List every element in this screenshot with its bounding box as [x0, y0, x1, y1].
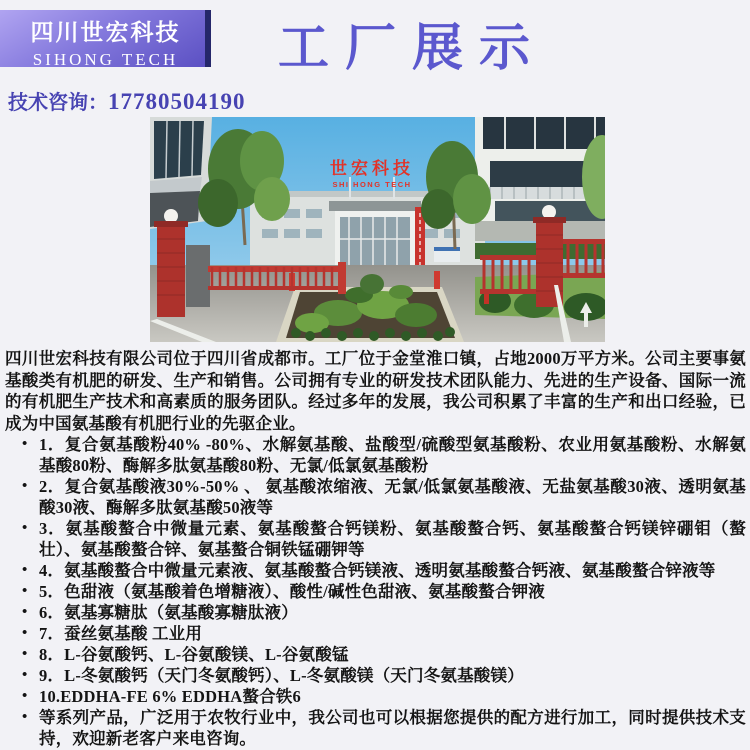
- product-list-item: [5, 581, 746, 602]
- contact-label: 技术咨询：: [8, 92, 108, 114]
- product-item-text: 5．色甜液（氨基酸着色增糖液）、酸性/碱性色甜液、氨基酸螯合钾液: [39, 582, 545, 601]
- product-list-item: [5, 434, 746, 476]
- product-item-text: 1．复合氨基酸粉40% -80%、水解氨基酸、盐酸型/硫酸型氨基酸粉、农业用氨基酸粉、水解氨基酸80粉、酶解多肽氨基酸80粉、无氯/低氯氨基酸粉: [39, 435, 746, 475]
- brand-name-en: SIHONG TECH: [32, 50, 179, 69]
- bullet-glyph: •: [22, 562, 28, 578]
- sign-text-cn: 世宏科技: [330, 159, 414, 178]
- product-item-text: 7．蚕丝氨基酸 工业用: [39, 624, 203, 643]
- product-list: [5, 434, 746, 749]
- bullet-glyph: •: [22, 667, 28, 683]
- product-list-item: [5, 518, 746, 560]
- brand-name-cn: 四川世宏科技: [30, 19, 181, 45]
- bullet-glyph: •: [22, 688, 28, 704]
- product-list-item: [5, 476, 746, 518]
- product-item-text: 等系列产品，广泛用于农牧行业中，我公司也可以根据您提供的配方进行加工，同时提供技术支持，欢迎新老客户来电咨询。: [39, 708, 746, 748]
- product-item-text: 6．氨基寡糖肽（氨基酸寡糖肽液）: [39, 603, 298, 622]
- bullet-glyph: •: [22, 604, 28, 620]
- product-list-item: [5, 623, 746, 644]
- sign-text-en: SHI HONG TECH: [332, 180, 412, 189]
- brand-logo-box: [0, 10, 211, 67]
- product-item-text: 8．L-谷氨酸钙、L-谷氨酸镁、L-谷氨酸锰: [39, 645, 349, 664]
- contact-phone-number: 17780504190: [108, 89, 246, 114]
- page-title: 工厂展示: [277, 19, 546, 76]
- contact-line: [8, 86, 246, 115]
- bullet-glyph: •: [22, 520, 28, 536]
- product-item-text: 2．复合氨基酸液30%-50% 、 氨基酸浓缩液、无氯/低氯氨基酸液、无盐氨基酸30液、透明氨基酸30液、酶解多肽氨基酸50液等: [39, 477, 746, 517]
- bullet-glyph: •: [22, 436, 28, 452]
- product-item-text: 3．氨基酸螯合中微量元素、氨基酸螯合钙镁粉、氨基酸螯合钙、氨基酸螯合钙镁锌硼钼（螯壮）、氨基酸螯合锌、氨基螯合铜铁锰硼钾等: [39, 519, 746, 559]
- product-item-text: 10.EDDHA-FE 6% EDDHA螯合铁6: [39, 687, 301, 706]
- product-list-item: [5, 644, 746, 665]
- product-list-item: [5, 665, 746, 686]
- bullet-glyph: •: [22, 709, 28, 725]
- product-list-item: [5, 686, 746, 707]
- bullet-glyph: •: [22, 625, 28, 641]
- bullet-glyph: •: [22, 646, 28, 662]
- factory-entrance-photo: [150, 117, 605, 342]
- company-intro-paragraph: 四川世宏科技有限公司位于四川省成都市。工厂位于金堂淮口镇，占地2000万平方米。公司主要事氨基酸类有机肥的研发、生产和销售。公司拥有专业的研发技术团队能力、先进的生产设备、国际一流的有机肥生产技术和高素质的服务团队。经过多年的发展，我公司积累了丰富的生产和出口经验，已成为中国氨基酸有机肥行业的先驱企业。: [5, 349, 746, 433]
- bullet-glyph: •: [22, 478, 28, 494]
- product-list-item: [5, 707, 746, 749]
- product-item-text: 4．氨基酸螯合中微量元素液、氨基酸螯合钙镁液、透明氨基酸螯合钙液、氨基酸螯合锌液等: [39, 561, 716, 580]
- product-list-item: [5, 560, 746, 581]
- notice-boards: [434, 247, 460, 262]
- product-item-text: 9．L-冬氨酸钙（天门冬氨酸钙）、L-冬氨酸镁（天门冬氨基酸镁）: [39, 666, 524, 685]
- product-list-item: [5, 602, 746, 623]
- bullet-glyph: •: [22, 583, 28, 599]
